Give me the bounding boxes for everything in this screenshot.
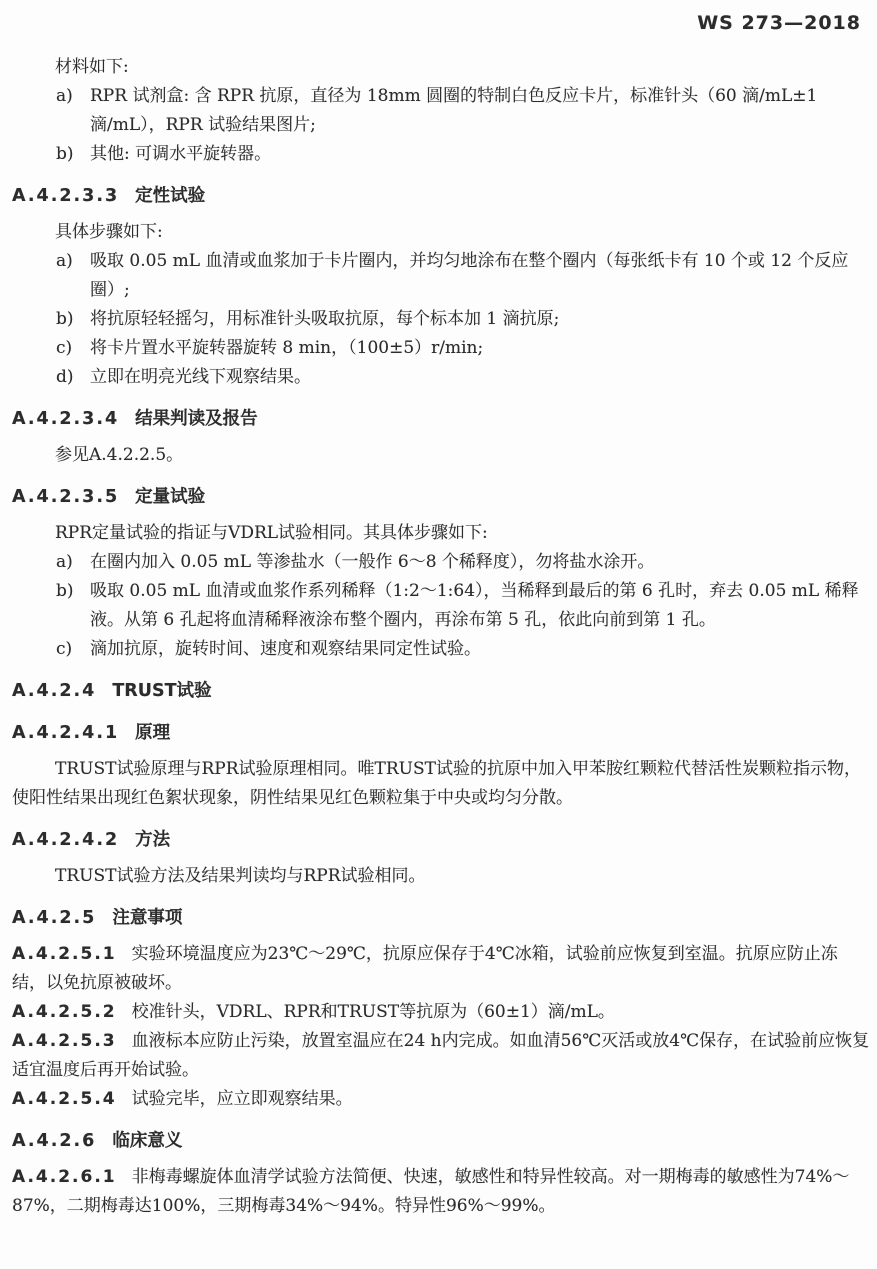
list-item-text: 吸取 0.05 mL 血清或血浆加于卡片圈内，并均匀地涂布在整个圈内（每张纸卡有 10 个或 12 个反应圈）;	[90, 251, 849, 300]
clause-number: A.4.2.5.1	[12, 944, 117, 964]
heading-title: 原理	[135, 723, 171, 743]
heading-title: 方法	[135, 830, 171, 850]
section-heading	[12, 904, 871, 933]
list-item-marker: c)	[56, 639, 73, 659]
list-item-marker: a)	[56, 251, 73, 271]
clause-paragraph	[12, 940, 871, 998]
section-heading	[12, 483, 871, 512]
heading-number: A.4.2.6	[12, 1131, 97, 1151]
heading-title: 结果判读及报告	[135, 409, 258, 429]
paragraph: 材料如下:	[55, 57, 129, 77]
list-item-marker: d)	[56, 367, 74, 387]
standard-number: WS 273—2018	[697, 12, 861, 34]
list-item	[12, 635, 871, 664]
section-heading	[12, 182, 871, 211]
list-item	[12, 82, 871, 140]
clause-paragraph	[12, 998, 871, 1027]
list-item-marker: c)	[56, 338, 73, 358]
list-item-marker: a)	[56, 552, 73, 572]
heading-title: 临床意义	[112, 1131, 183, 1151]
clause-number: A.4.2.5.3	[12, 1031, 117, 1051]
list-item-text: 将卡片置水平旋转器旋转 8 min，（100±5）r/min;	[90, 338, 484, 358]
clause-text: 实验环境温度应为23℃～29℃，抗原应保存于4℃冰箱，试验前应恢复到室温。抗原应防止冻结，以免抗原被破坏。	[12, 944, 838, 993]
clause-number: A.4.2.5.2	[12, 1002, 117, 1022]
list-item-text: 在圈内加入 0.05 mL 等渗盐水（一般作 6～8 个稀释度），勿将盐水涂开。	[90, 552, 655, 572]
heading-number: A.4.2.4.1	[12, 723, 120, 743]
heading-number: A.4.2.3.3	[12, 186, 120, 206]
paragraph: TRUST试验原理与RPR试验原理相同。唯TRUST试验的抗原中加入甲苯胺红颗粒代替活性炭颗粒指示物，使阳性结果出现红色絮状现象，阴性结果见红色颗粒集于中央或均匀分散。	[12, 759, 861, 808]
list-item-marker: a)	[56, 86, 73, 106]
clause-text: 血液标本应防止污染，放置室温应在24 h内完成。如血清56℃灭活或放4℃保存，在试验前应恢复适宜温度后再开始试验。	[12, 1031, 870, 1080]
list-item	[12, 548, 871, 577]
list-item	[12, 247, 871, 305]
section-heading	[12, 677, 871, 706]
list-item-text: 将抗原轻轻摇匀，用标准针头吸取抗原，每个标本加 1 滴抗原;	[90, 309, 560, 329]
list-item-marker: b)	[56, 309, 74, 329]
heading-title: 定量试验	[135, 487, 206, 507]
heading-number: A.4.2.4.2	[12, 830, 120, 850]
clause-number: A.4.2.6.1	[12, 1167, 117, 1187]
paragraph: TRUST试验方法及结果判读均与RPR试验相同。	[55, 866, 426, 886]
list-item	[12, 363, 871, 392]
list-item	[12, 334, 871, 363]
list-item	[12, 140, 871, 169]
list-item-text: RPR 试剂盒: 含 RPR 抗原，直径为 18mm 圆圈的特制白色反应卡片，标准针头（60 滴/mL±1 滴/mL），RPR 试验结果图片;	[90, 86, 818, 135]
list-item	[12, 305, 871, 334]
section-heading	[12, 405, 871, 434]
clause-paragraph	[12, 1163, 871, 1221]
heading-title: TRUST试验	[112, 681, 212, 701]
paragraph: 参见A.4.2.2.5。	[55, 445, 184, 465]
clause-text: 非梅毒螺旋体血清学试验方法简便、快速，敏感性和特异性较高。对一期梅毒的敏感性为74%～87%，二期梅毒达100%，三期梅毒34%～94%。特异性96%～99%。	[12, 1167, 850, 1216]
heading-title: 注意事项	[112, 908, 183, 928]
clause-number: A.4.2.5.4	[12, 1089, 117, 1109]
clause-paragraph	[12, 1027, 871, 1085]
paragraph: 具体步骤如下:	[55, 222, 163, 242]
list-item-marker: b)	[56, 581, 74, 601]
list-item-text: 吸取 0.05 mL 血清或血浆作系列稀释（1:2～1:64），当稀释到最后的第 6 孔时，弃去 0.05 mL 稀释液。从第 6 孔起将血清稀释液涂布整个圈内，再涂布第 5 孔，依此向前到第 1 孔。	[90, 581, 859, 630]
list-item	[12, 577, 871, 635]
paragraph: RPR定量试验的指证与VDRL试验相同。其具体步骤如下:	[55, 523, 488, 543]
section-heading	[12, 1127, 871, 1156]
page-header	[12, 10, 871, 36]
list-item-text: 立即在明亮光线下观察结果。	[90, 367, 311, 387]
clause-paragraph	[12, 1085, 871, 1114]
clause-text: 校准针头，VDRL、RPR和TRUST等抗原为（60±1）滴/mL。	[131, 1002, 615, 1022]
document-body	[12, 53, 871, 1221]
clause-text: 试验完毕，应立即观察结果。	[131, 1089, 353, 1109]
section-heading	[12, 826, 871, 855]
list-item-text: 滴加抗原，旋转时间、速度和观察结果同定性试验。	[90, 639, 481, 659]
heading-number: A.4.2.3.5	[12, 487, 120, 507]
list-item-marker: b)	[56, 144, 74, 164]
heading-number: A.4.2.4	[12, 681, 97, 701]
heading-number: A.4.2.5	[12, 908, 97, 928]
heading-number: A.4.2.3.4	[12, 409, 120, 429]
heading-title: 定性试验	[135, 186, 206, 206]
list-item-text: 其他: 可调水平旋转器。	[90, 144, 272, 164]
section-heading	[12, 719, 871, 748]
